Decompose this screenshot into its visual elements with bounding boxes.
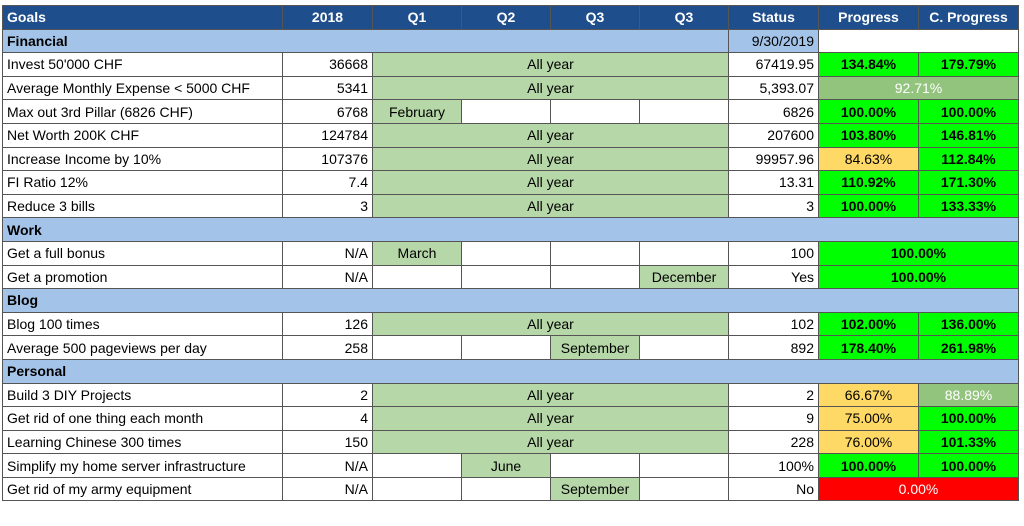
period-cell[interactable]: September: [551, 336, 640, 360]
progress-cell[interactable]: 178.40%: [819, 336, 919, 360]
goal-cell[interactable]: Reduce 3 bills: [3, 194, 283, 218]
c-progress-cell[interactable]: 171.30%: [919, 171, 1019, 195]
c-progress-cell[interactable]: 261.98%: [919, 336, 1019, 360]
goal-cell[interactable]: Net Worth 200K CHF: [3, 123, 283, 147]
status-cell[interactable]: 207600: [729, 123, 819, 147]
period-cell[interactable]: All year: [373, 171, 729, 195]
table-row: [3, 76, 1019, 100]
empty-cell[interactable]: [640, 241, 729, 265]
year-cell[interactable]: 2: [283, 383, 373, 407]
status-cell[interactable]: 100%: [729, 454, 819, 478]
year-cell[interactable]: N/A: [283, 454, 373, 478]
c-progress-cell[interactable]: 179.79%: [919, 53, 1019, 77]
goal-cell[interactable]: FI Ratio 12%: [3, 171, 283, 195]
empty-cell[interactable]: [462, 241, 551, 265]
header-status[interactable]: Status: [729, 6, 819, 30]
goal-cell[interactable]: Increase Income by 10%: [3, 147, 283, 171]
header-q1[interactable]: Q1: [373, 6, 462, 30]
empty-cell[interactable]: [551, 100, 640, 124]
goal-cell[interactable]: Average 500 pageviews per day: [3, 336, 283, 360]
year-cell[interactable]: 36668: [283, 53, 373, 77]
goals-table: [2, 5, 1019, 501]
period-cell[interactable]: June: [462, 454, 551, 478]
c-progress-cell[interactable]: 112.84%: [919, 147, 1019, 171]
empty-cell[interactable]: [640, 454, 729, 478]
section-personal: [3, 359, 1019, 383]
status-cell[interactable]: 6826: [729, 100, 819, 124]
empty-cell[interactable]: [551, 265, 640, 289]
year-cell[interactable]: N/A: [283, 241, 373, 265]
status-cell[interactable]: 100: [729, 241, 819, 265]
goal-cell[interactable]: Get rid of my army equipment: [3, 477, 283, 501]
empty-cell[interactable]: [640, 336, 729, 360]
period-cell[interactable]: All year: [373, 194, 729, 218]
goal-cell[interactable]: Get rid of one thing each month: [3, 407, 283, 431]
table-row: [3, 265, 1019, 289]
table-row: [3, 100, 1019, 124]
section-blank[interactable]: [819, 29, 1019, 53]
empty-cell[interactable]: [640, 477, 729, 501]
table-row: [3, 312, 1019, 336]
empty-cell[interactable]: [640, 100, 729, 124]
header-c-progress[interactable]: C. Progress: [919, 6, 1019, 30]
progress-cell[interactable]: 75.00%: [819, 407, 919, 431]
period-cell[interactable]: All year: [373, 430, 729, 454]
section-financial: [3, 29, 1019, 53]
c-progress-cell[interactable]: 136.00%: [919, 312, 1019, 336]
progress-cell[interactable]: 103.80%: [819, 123, 919, 147]
goal-cell[interactable]: Invest 50'000 CHF: [3, 53, 283, 77]
year-cell[interactable]: 4: [283, 407, 373, 431]
empty-cell[interactable]: [551, 454, 640, 478]
header-2018[interactable]: 2018: [283, 6, 373, 30]
status-cell[interactable]: 3: [729, 194, 819, 218]
empty-cell[interactable]: [373, 454, 462, 478]
c-progress-cell[interactable]: 100.00%: [919, 454, 1019, 478]
year-cell[interactable]: 258: [283, 336, 373, 360]
year-cell[interactable]: N/A: [283, 265, 373, 289]
table-row: [3, 383, 1019, 407]
status-cell[interactable]: 13.31: [729, 171, 819, 195]
status-date[interactable]: 9/30/2019: [729, 29, 819, 53]
year-cell[interactable]: 5341: [283, 76, 373, 100]
period-cell[interactable]: All year: [373, 312, 729, 336]
combined-progress-cell[interactable]: 100.00%: [819, 265, 1019, 289]
combined-progress-cell[interactable]: 0.00%: [819, 477, 1019, 501]
period-cell[interactable]: All year: [373, 407, 729, 431]
table-row: [3, 123, 1019, 147]
c-progress-cell[interactable]: 133.33%: [919, 194, 1019, 218]
period-cell[interactable]: All year: [373, 53, 729, 77]
status-cell[interactable]: 99957.96: [729, 147, 819, 171]
header-progress[interactable]: Progress: [819, 6, 919, 30]
period-cell[interactable]: February: [373, 100, 462, 124]
combined-progress-cell[interactable]: 100.00%: [819, 241, 1019, 265]
period-cell[interactable]: All year: [373, 123, 729, 147]
empty-cell[interactable]: [551, 241, 640, 265]
year-cell[interactable]: N/A: [283, 477, 373, 501]
c-progress-cell[interactable]: 146.81%: [919, 123, 1019, 147]
status-cell[interactable]: 102: [729, 312, 819, 336]
progress-cell[interactable]: 100.00%: [819, 100, 919, 124]
section-work: [3, 218, 1019, 242]
progress-cell[interactable]: 110.92%: [819, 171, 919, 195]
goal-cell[interactable]: Get a full bonus: [3, 241, 283, 265]
empty-cell[interactable]: [373, 336, 462, 360]
goal-cell[interactable]: Average Monthly Expense < 5000 CHF: [3, 76, 283, 100]
c-progress-cell[interactable]: 101.33%: [919, 430, 1019, 454]
year-cell[interactable]: 107376: [283, 147, 373, 171]
status-cell[interactable]: Yes: [729, 265, 819, 289]
header-q2[interactable]: Q2: [462, 6, 551, 30]
empty-cell[interactable]: [462, 265, 551, 289]
section-title[interactable]: Work: [3, 218, 1019, 242]
header-q4[interactable]: Q3: [640, 6, 729, 30]
table-row: [3, 53, 1019, 77]
status-cell[interactable]: 2: [729, 383, 819, 407]
progress-cell[interactable]: 100.00%: [819, 454, 919, 478]
table-row: [3, 407, 1019, 431]
year-cell[interactable]: 3: [283, 194, 373, 218]
period-cell[interactable]: September: [551, 477, 640, 501]
status-cell[interactable]: No: [729, 477, 819, 501]
status-cell[interactable]: 9: [729, 407, 819, 431]
empty-cell[interactable]: [373, 265, 462, 289]
progress-cell[interactable]: 134.84%: [819, 53, 919, 77]
goal-cell[interactable]: Max out 3rd Pillar (6826 CHF): [3, 100, 283, 124]
table-row: [3, 454, 1019, 478]
goal-cell[interactable]: Blog 100 times: [3, 312, 283, 336]
period-cell[interactable]: December: [640, 265, 729, 289]
progress-cell[interactable]: 66.67%: [819, 383, 919, 407]
empty-cell[interactable]: [373, 477, 462, 501]
goal-cell[interactable]: Simplify my home server infrastructure: [3, 454, 283, 478]
combined-progress-cell[interactable]: 92.71%: [819, 76, 1019, 100]
period-cell[interactable]: March: [373, 241, 462, 265]
table-row: [3, 241, 1019, 265]
table-row: [3, 336, 1019, 360]
table-row: [3, 477, 1019, 501]
status-cell[interactable]: 228: [729, 430, 819, 454]
period-cell[interactable]: All year: [373, 76, 729, 100]
c-progress-cell[interactable]: 100.00%: [919, 100, 1019, 124]
period-cell[interactable]: All year: [373, 383, 729, 407]
c-progress-cell[interactable]: 100.00%: [919, 407, 1019, 431]
table-row: [3, 171, 1019, 195]
goal-cell[interactable]: Get a promotion: [3, 265, 283, 289]
c-progress-cell[interactable]: 88.89%: [919, 383, 1019, 407]
section-blog: [3, 289, 1019, 313]
progress-cell[interactable]: 100.00%: [819, 194, 919, 218]
empty-cell[interactable]: [462, 100, 551, 124]
empty-cell[interactable]: [462, 477, 551, 501]
progress-cell[interactable]: 76.00%: [819, 430, 919, 454]
header-goals[interactable]: Goals: [3, 6, 283, 30]
table-row: [3, 147, 1019, 171]
section-title[interactable]: Personal: [3, 359, 1019, 383]
empty-cell[interactable]: [462, 336, 551, 360]
status-cell[interactable]: 67419.95: [729, 53, 819, 77]
progress-cell[interactable]: 84.63%: [819, 147, 919, 171]
year-cell[interactable]: 150: [283, 430, 373, 454]
period-cell[interactable]: All year: [373, 147, 729, 171]
table-row: [3, 194, 1019, 218]
goal-cell[interactable]: Build 3 DIY Projects: [3, 383, 283, 407]
year-cell[interactable]: 6768: [283, 100, 373, 124]
section-title[interactable]: Blog: [3, 289, 1019, 313]
header-row: [3, 6, 1019, 30]
year-cell[interactable]: 7.4: [283, 171, 373, 195]
year-cell[interactable]: 126: [283, 312, 373, 336]
header-q3[interactable]: Q3: [551, 6, 640, 30]
section-title[interactable]: Financial: [3, 29, 729, 53]
goal-cell[interactable]: Learning Chinese 300 times: [3, 430, 283, 454]
status-cell[interactable]: 5,393.07: [729, 76, 819, 100]
progress-cell[interactable]: 102.00%: [819, 312, 919, 336]
year-cell[interactable]: 124784: [283, 123, 373, 147]
status-cell[interactable]: 892: [729, 336, 819, 360]
table-row: [3, 430, 1019, 454]
